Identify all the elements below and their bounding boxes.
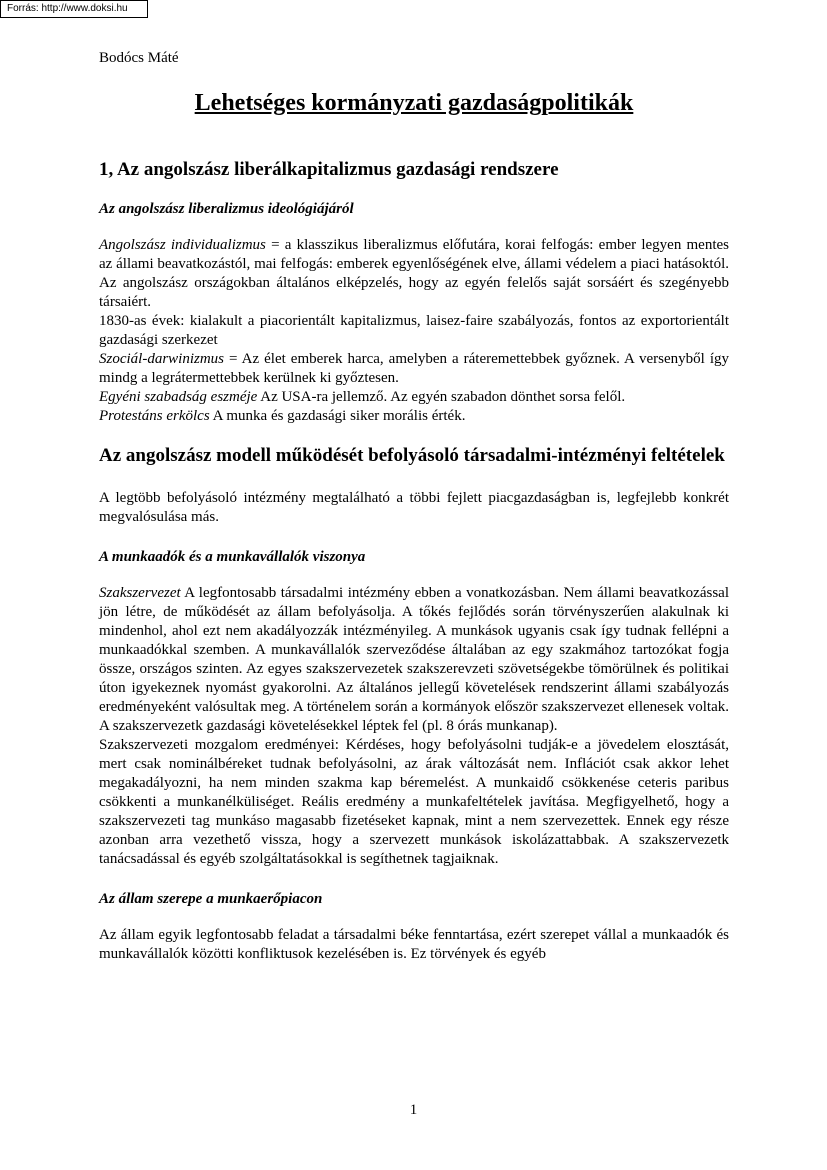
paragraph-individualism bbox=[99, 236, 729, 312]
subheading-employer-employee: A munkaadók és a munkavállalók viszonya bbox=[99, 549, 366, 565]
page-number: 1 bbox=[409, 1102, 418, 1118]
term-individual-freedom: Egyéni szabadság eszméje bbox=[99, 389, 258, 405]
source-label: Forrás: http://www.doksi.hu bbox=[0, 0, 148, 18]
text-individual-freedom: Az USA-ra jellemző. Az egyén szabadon dönthet sorsa felől. bbox=[257, 389, 626, 405]
paragraph-union-results: Szakszervezeti mozgalom eredményei: Kérdéses, hogy befolyásolni tudják-e a jövedelem elosztását, mert csak nominálbéreket tudnak befolyásolni, az árak változását nem. Inflációt csak akkor lehet megakadályozni, ha nem minden szakma kap béremelést. A munkaidő csökkenése ceteris paribus csökkenti a munkanélküliséget. Reális eredmény a munkafeltételek javítása. Megfigyelhető, hogy a szakszervezeti tag munkáso magasabb fizetéseket kapnak, mint a nem szervezettek. Ennek egy része azonban arra vezethető vissza, hogy a szervezett munkások iskolázattabbak. A szakszervezetk tanácsadással és egyéb szolgáltatásokkal is segíthetnek tagjaiknak. bbox=[99, 737, 729, 867]
term-trade-union: Szakszervezet bbox=[99, 585, 181, 601]
paragraph-intro: A legtöbb befolyásoló intézmény megtalálható a többi fejlett piacgazdaságban is, legfejlebb konkrét megvalósulása más. bbox=[99, 490, 729, 525]
text-trade-union: A legfontosabb társadalmi intézmény ebben a vonatkozásban. Nem állami beavatkozással jön létre, de működését az állam befolyásolja. A tőkés fejlődés során törvényszerűen alakulnak ki mindenhol, ahol ezt nem akadályozzák intézményileg. A munkások ugyanis csak így tudnak fellépni a munkaadókkal szemben. A munkavállalók szerveződése általában az egy szakmához tartozókat fogja össze, országos szinten. Az egyes szakszervezetek szakszerevzeti szövetségekbe tömörülnek és politikai úton igyekeznek nyomást gyakorolni. Az általános jellegű követelések rendszerint állami szabályozás eredményeként valósultak meg. A történelem során a kormányok először szakszervezet ellenesek voltak. A szakszervezetk gazdasági követelésekkel léptek fel (pl. 8 órás munkanap). bbox=[99, 585, 729, 734]
paragraph-individual-freedom bbox=[99, 388, 729, 407]
text-protestant-ethic: A munka és gazdasági siker morális érték. bbox=[209, 408, 466, 424]
section-heading-2: Az angolszász modell működését befolyásoló társadalmi-intézményi feltételek bbox=[99, 445, 725, 466]
author: Bodócs Máté bbox=[99, 50, 179, 66]
term-individualism: Angolszász individualizmus bbox=[99, 237, 266, 253]
paragraph-state-role: Az állam egyik legfontosabb feladat a társadalmi béke fenntartása, ezért szerepet vállal a munkaadók és munkavállalók közötti konfliktusok kezelésében is. Ez törvények és egyéb bbox=[99, 927, 729, 962]
paragraph-social-darwinism bbox=[99, 350, 729, 388]
text-individualism: = a klasszikus liberalizmus előfutára, korai felfogás: ember legyen mentes az állami beavatkozástól, mai felfogás: emberek egyenlőségének elve, állami védelem a piaci hatásoktól. Az angolszász országokban általános elképzelés, hogy az egyén felelős saját sorsáért és szegényebb társaiért. bbox=[99, 237, 729, 310]
document-page bbox=[99, 48, 729, 964]
section-heading-1: 1, Az angolszász liberálkapitalizmus gazdasági rendszere bbox=[99, 159, 559, 180]
term-social-darwinism: Szociál-darwinizmus bbox=[99, 351, 225, 367]
document-title: Lehetséges kormányzati gazdaságpolitikák bbox=[194, 90, 634, 116]
paragraph-trade-union bbox=[99, 584, 729, 736]
paragraph-1830s: 1830-as évek: kialakult a piacorientált kapitalizmus, laisez-faire szabályozás, fontos az exportorientált gazdasági szerkezet bbox=[99, 313, 729, 348]
text-social-darwinism: = Az élet emberek harca, amelyben a ráteremettebbek győznek. A versenyből így mindg a legrátermettebbek kerülnek ki győztesen. bbox=[99, 351, 729, 386]
subheading-ideology: Az angolszász liberalizmus ideológiájáról bbox=[99, 201, 354, 217]
subheading-state-role: Az állam szerepe a munkaerőpiacon bbox=[99, 891, 323, 907]
paragraph-protestant-ethic bbox=[99, 407, 729, 426]
term-protestant-ethic: Protestáns erkölcs bbox=[99, 408, 210, 424]
